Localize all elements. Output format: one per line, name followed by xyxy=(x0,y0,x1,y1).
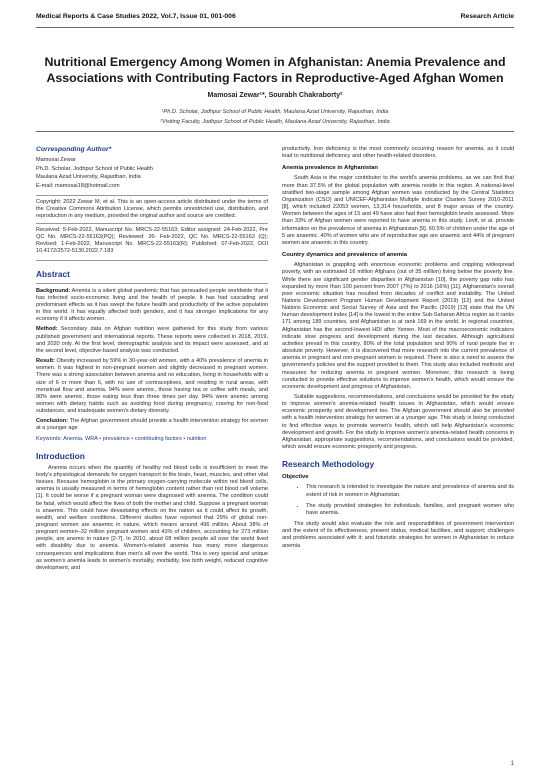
abstract-method: Method: Secondary data on Afghan nutrition were gathered for this study from various published government and international reports. These reports were collected in 2018, 2019, and 2020 only. At the first level, demographic analysis and its impact were assessed, and at the second level, objective-based analysis was conducted. xyxy=(36,326,268,354)
left-column xyxy=(36,146,268,575)
corresponding-dept: Ph.D. Scholar, Jodhpur School of Public Health xyxy=(36,165,153,172)
corresponding-name: Mamosai Zewar xyxy=(36,157,76,164)
article-type: Research Article xyxy=(460,13,514,20)
copyright-notice: Copyright: 2022 Zewar M, et al. This is an open-access article distributed under the terms of the Creative Commons Attribution License, which permits unrestricted use, distribution, and reproduction in any medium, provided the original author and source are credited. xyxy=(36,195,268,224)
header-rule xyxy=(36,27,514,28)
methodology-text: The study would also evaluate the role and responsibilities of government intervention and the extent of its effectiveness, present status, medical facilities, and support; challenges and problems associated with it; and futuristic strategies for women in Afghanistan to reduce anemia xyxy=(282,521,514,549)
article-title: Nutritional Emergency Among Women in Afghanistan: Anemia Prevalence and Associations with Contributing Factors in Reproductive-Aged Afghan Women xyxy=(44,55,506,85)
objective-item: • The study provided strategies for individuals, families, and pregnant women who have anemia. xyxy=(306,503,514,517)
title-rule xyxy=(36,131,514,132)
country-dynamics-text: Afghanistan is grappling with enormous economic problems and crippling widespread poverty, with an estimated 16 million Afghans (out of 35 million) living below the poverty line. While there are significant gender disparities in Afghanistan [10], the poverty gap ratio has expanded by more than 100 percent from 2007 (7%) to 2016 (16%) [11]. Afghanistan's overall poor economic situation has resulted from decades of conflict and instability. The United Nations Development Program Human Development Report (2019) [12] and the United Nations Economic and Social Survey of Asia and the Pacific (2019) [13] state that the UN human development index [14] is the lowest in the entire Sub-Saharan Africa region as it ranks 171 among 189 countries, and Afghanistan is at rank 169 in the world. In regional countries, Afghanistan has the second-lowest HDI after Yemen. Most of the macroeconomic indicators indicate slow progress and development during the last decades. Although agricultural activities prevail in this country, 80% of the total population and 90% of rural people live in absolute poverty. However, it is discovered that more research into the current prevalence of anemia in pregnant and non-pregnant women is required. There is also a need to assess the government's policies and the support provided to them. This study also included methods and measures for reducing anemia in pregnant women. Moreover, this research is being conducted to provide effective solutions to improve women's health, which would ensure the economic development and progress of Afghanistan. xyxy=(282,262,514,390)
corresponding-author-heading: Corresponding Author* xyxy=(36,146,112,153)
country-dynamics-heading: Country dynamics and prevalence of anemia xyxy=(282,252,408,259)
author-list: Mamosai Zewar¹*, Sourabh Chakraborty² xyxy=(207,92,343,99)
objective-list xyxy=(282,484,514,517)
introduction-text: Anemia occurs when the quantity of healthy red blood cells is insufficient to meet the body's physiological demands for oxygen transport to the brain, heart, muscles, and other vital tissues. Because hemoglobin is the primary oxygen-carrying molecule within red blood cells, anemia is usually measured in terms of hemoglobin content rather than red blood cell volume [1]. It could be worse if a pregnant woman were diagnosed with anemia. The condition could be fatal, which would affect the lives of both the mother and child. Suppose a pregnant woman is anaemic. This could have devastating effects on the nation as it could affect its growth, wealth, and welfare conditions. Different studies have reported that 29% of global non-pregnant women are anaemic in nature, which means around 496 million. About 38% of pregnant women–32 million pregnant women and 43% of children, accounting for 273 million people, are anemic in nature [2-7]. In 2010, about 68 million people all over the world lived with disability due to anemia. Women's-related anemia has many more dangerous consequences and implications than men's all over the world. This is very special and unique as women's anemia leads to women's mortality, morbidity, low birth weight, reduced cognitive development, and xyxy=(36,464,268,571)
research-methodology-heading: Research Methodology xyxy=(282,459,375,470)
publication-dates: Received: 5-Feb-2022, Manuscript No. MRCS-22-55163; Editor assigned: 24-Feb-2022, Pre QC No. MRCS-22-55163(PQ); Reviewed: 26- Feb-2022, QC No. MRCS-22-55163 (Q); Revised: 1-Feb-2022, Manuscript No. MRCS-22-55163(R); Published: 07-Feb-2022, DOI 10.4172/2572-5130.2022.7.183 xyxy=(36,224,268,261)
page-number: 1 xyxy=(510,760,514,767)
anemia-prevalence-heading: Anemia prevalence in Afghanistan xyxy=(282,165,379,172)
objective-item: • This research is intended to investigate the nature and prevalence of anemia and its extent of risk in women in Afghanistan. xyxy=(306,484,514,498)
introduction-heading: Introduction xyxy=(36,450,85,461)
abstract-rule xyxy=(36,283,268,284)
affiliation-1: ¹Ph.D. Scholar, Jodhpur School of Public Health, Maulana Azad University, Rajasthan, India xyxy=(161,109,389,115)
abstract-background: Background: Anemia is a silent global pandemic that has persuaded people worldwide that it has infected socio-economic living and the health of people. It has had cascading and predominant effects as it has swept the future health and productivity of the active population in this world. It has equally affected both genders, and it has stronger implications for any economy if it affects women. xyxy=(36,287,268,323)
anemia-prevalence-text: South Asia is the major contributor to the world's anemia problems, as we can find that more than 37.5% of the global population with anemia reside in this region. A national-level stratified two-stage sample among Afghan women was conducted by the Central Statistics Organization (CSO) and UNICEF-Afghanistan Multiple Indicator Clusters Survey 2010-2011 [8], which included 22053 women, 13,314 households, and 8 major areas of the country. Women between the ages of 15 and 49 have also had their hemoglobin levels assessed. More than 33% of Afghan women were reported to have anemia in this study. Levit, et al. provide information on the prevalence of anemia in Afghanistan [9]. 60.5% of children under the age of 5 are anaemic. 40% of women who are of reproductive age are anaemic and 44% of pregnant women are anaemic in this country. xyxy=(282,175,514,246)
journal-citation: Medical Reports & Case Studies 2022, Vol.7, Issue 01, 001-006 xyxy=(36,13,236,20)
affiliation-2: ²Visiting Faculty, Jodhpur School of Public Health, Maulana Azad University, Rajasthan, India xyxy=(160,119,390,125)
suitable-suggestions-text: Suitable suggestions, recommendations, and conclusions would be provided for the study to improve women's anemia-related health issues in Afghanistan, which would ensure economic prosperity and development too. The Afghan government should also be provided with a health intervention strategy for women at a younger age. This study is being conducted to find effective ways to promote women's health, which will help Afghanistan's economic development and growth. For the study to improve women's anemia-related health concerns in Afghanistan, appropriate suggestions, recommendations, and conclusions would be provided, which would ensure economic prosperity and progress. xyxy=(282,394,514,451)
abstract-conclusion: Conclusion: The Afghan government should provide a health intervention strategy for women at a younger age xyxy=(36,418,268,432)
abstract-heading: Abstract xyxy=(36,268,70,279)
objective-heading: Objective xyxy=(282,474,309,481)
abstract-result: Result: Obesity increased by 59% in 30-year-old women, with a 40% prevalence of anemia in women. It was highest in non-pregnant women and slightly decreased in pregnant women. There was a strong association between anemia and no education, living in households with a size of 6 or more than 6, with no use of contraceptives, and residing in rural areas, with menstrual flow and anemia. 94% were anemic, those having tea or coffee with meals, and 90% were anemic, those eating less than three times per day. 84% were anemic among women with dietary habits such as avoiding food during pregnancy, craving for non-food substances, and inadequate women's dietary diversity. xyxy=(36,358,268,415)
keywords: Keywords: Anemia, WRA • prevalence • contributing factors • nutrition xyxy=(36,435,207,442)
intro-continued: productivity. Iron deficiency is the most commonly occurring reason for anemia, as it could lead to nutritional deficiency and other health-related disorders. xyxy=(282,146,514,160)
corresponding-university: Maulana Azad University, Rajasthan, India xyxy=(36,174,141,181)
right-column xyxy=(282,146,514,553)
running-header xyxy=(36,13,514,25)
corresponding-email: E-mail: mamosai18@hotmail.com xyxy=(36,182,120,189)
